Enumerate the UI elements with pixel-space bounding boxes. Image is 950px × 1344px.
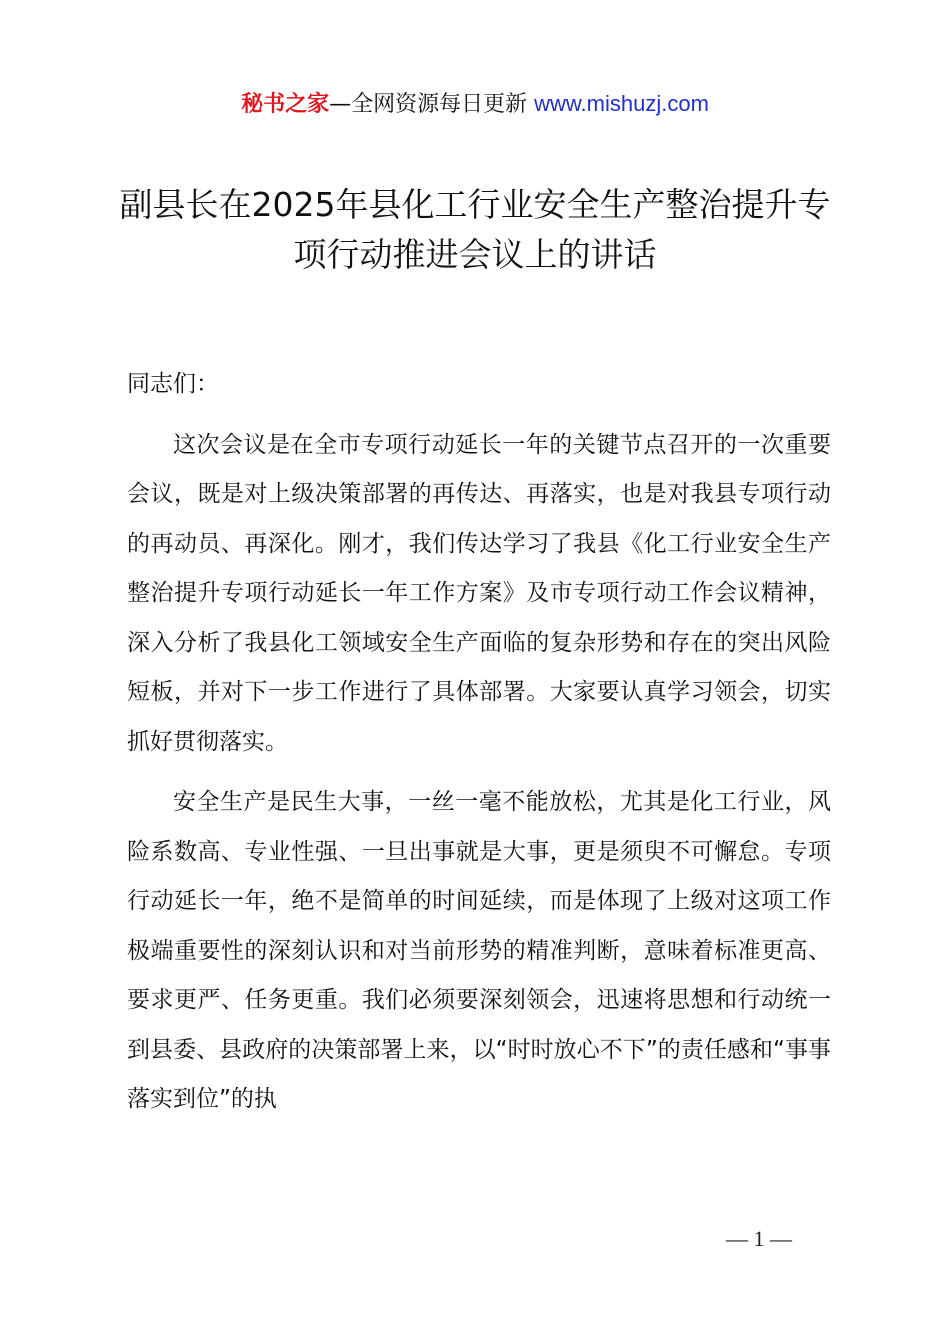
paragraph-2: 安全生产是民生大事，一丝一毫不能放松，尤其是化工行业，风险系数高、专业性强、一旦出事就是大事，更是须臾不可懈怠。专项行动延长一年，绝不是简单的时间延续，而是体现了上级对这项工作极端重要性的深刻认识和对当前形势的精准判断，意味着标准更高、要求更严、任务更重。我们必须要深刻领会，迅速将思想和行动统一到县委、县政府的决策部署上来，以“时时放心不下”的责任感和“事事落实到位”的执 (127, 789, 831, 1112)
page-number: — 1 — (726, 1226, 792, 1251)
salutation: 同志们： (127, 371, 219, 397)
site-slogan: —全网资源每日更新 (329, 92, 535, 117)
site-banner (0, 88, 950, 121)
paragraph-1: 这次会议是在全市专项行动延长一年的关键节点召开的一次重要会议，既是对上级决策部署的再传达、再落实，也是对我县专项行动的再动员、再深化。刚才，我们传达学习了我县《化工行业安全生产整治提升专项行动延长一年工作方案》及市专项行动工作会议精神，深入分析了我县化工领域安全生产面临的复杂形势和存在的突出风险短板，并对下一步工作进行了具体部署。大家要认真学习领会，切实抓好贯彻落实。 (127, 431, 831, 755)
site-brand: 秘书之家 (241, 92, 330, 117)
site-url[interactable]: www.mishuzj.com (534, 91, 709, 116)
document-body (127, 360, 831, 1136)
document-title: 副县长在2025年县化工行业安全生产整治提升专项行动推进会议上的讲话 (119, 185, 831, 274)
